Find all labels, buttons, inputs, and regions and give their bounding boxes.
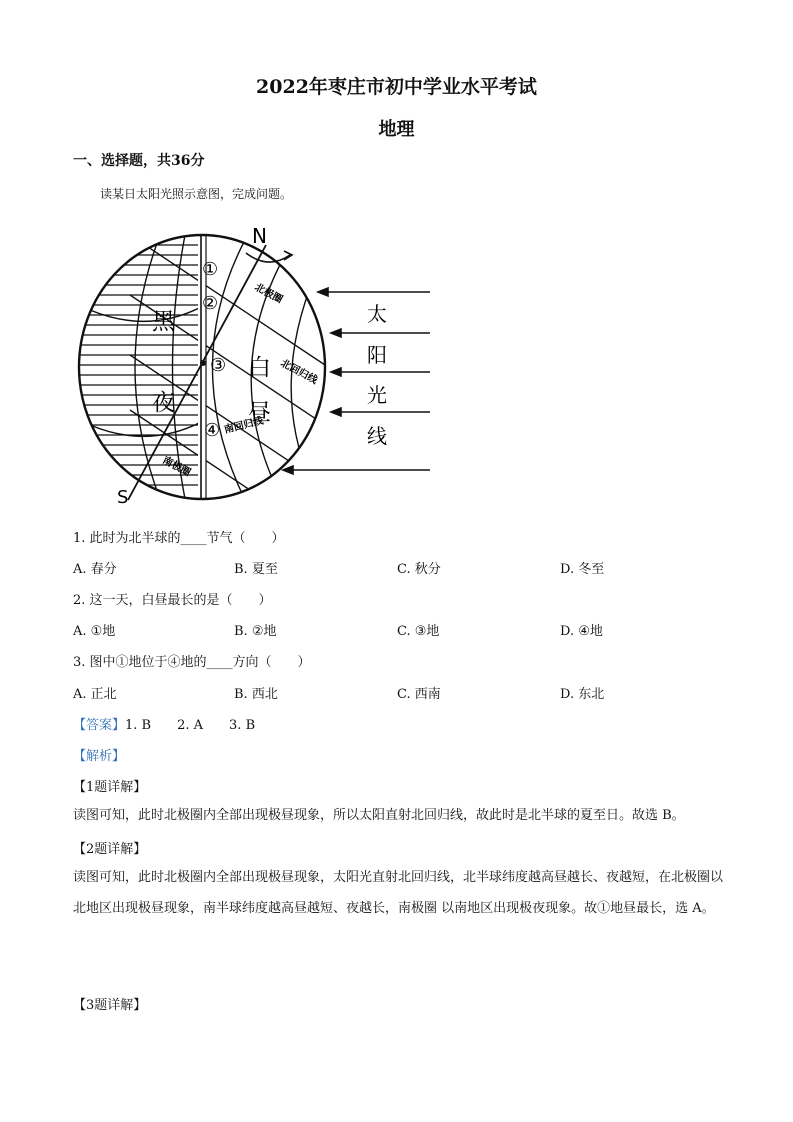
q2-option-c: C. ③地 <box>397 624 440 639</box>
south-label: S <box>117 487 129 508</box>
tropic-cancer-label: 北回归线 <box>278 357 320 387</box>
question-intro: 读某日太阳光照示意图，完成问题。 <box>100 187 293 201</box>
subject-title: 地理 <box>378 119 415 140</box>
answer-label: 【答案】 <box>73 718 126 733</box>
antarctic-circle-label: 南极圈 <box>160 454 193 479</box>
arctic-circle-label: 北极圈 <box>252 281 285 306</box>
page-title: 2022年枣庄市初中学业水平考试 <box>256 76 537 98</box>
q2-option-b: B. ②地 <box>234 624 277 639</box>
q1-option-b: B. 夏至 <box>234 562 278 577</box>
sunlight-char-4: 线 <box>367 424 387 448</box>
night-char-2: 夜 <box>152 390 175 416</box>
point-3-dot <box>200 360 206 366</box>
detail-2-text: 读图可知，此时北极圈内全部出现极昼现象，太阳光直射北回归线，北半球纬度越高昼越长、夜越短，在北极圈以北地区出现极昼现象，南半球纬度越高昼越短、夜越长，南极圈 以南地区出现极夜现象。故①地昼最长，选 A。 <box>73 870 724 916</box>
day-char-2: 昼 <box>248 400 271 426</box>
sunlight-char-3: 光 <box>367 383 387 407</box>
question-2-stem: 2. 这一天，白昼最长的是（ ） <box>73 593 272 608</box>
detail-1-text: 读图可知，此时北极圈内全部出现极昼现象，所以太阳直射北回归线，故此时是北半球的夏至日。故选 B。 <box>73 808 685 823</box>
answer-values: 1. B 2. A 3. B <box>125 718 256 733</box>
q3-option-c: C. 西南 <box>397 687 441 702</box>
analysis-label: 【解析】 <box>73 749 126 764</box>
detail-3-heading: 【3题详解】 <box>73 998 147 1013</box>
detail-2-heading: 【2题详解】 <box>73 842 147 857</box>
q2-option-a: A. ①地 <box>73 624 116 639</box>
q3-option-d: D. 东北 <box>560 687 605 702</box>
north-label: N <box>252 224 267 248</box>
section-heading: 一、选择题，共36分 <box>73 153 205 169</box>
question-3-stem: 3. 图中①地位于④地的____方向（ ） <box>73 655 311 670</box>
detail-1-heading: 【1题详解】 <box>73 780 147 795</box>
point-4-label: ④ <box>204 420 221 441</box>
sunlight-diagram <box>70 215 440 510</box>
q3-option-b: B. 西北 <box>234 687 278 702</box>
answer-line <box>73 714 255 733</box>
point-1-label: ① <box>202 259 219 280</box>
q1-option-a: A. 春分 <box>73 562 117 577</box>
point-3-label: ③ <box>210 355 227 376</box>
day-char-1: 白 <box>248 355 271 381</box>
point-2-label: ② <box>202 293 219 314</box>
q3-option-a: A. 正北 <box>73 687 117 702</box>
tropic-capricorn-label: 南回归线 <box>223 415 265 436</box>
q2-option-d: D. ④地 <box>560 624 603 639</box>
q1-option-d: D. 冬至 <box>560 562 605 577</box>
sunlight-char-2: 阳 <box>367 343 387 367</box>
q1-option-c: C. 秋分 <box>397 562 441 577</box>
night-char-1: 黑 <box>152 309 175 335</box>
sunlight-char-1: 太 <box>367 302 387 326</box>
question-1-stem: 1. 此时为北半球的____节气（ ） <box>73 531 285 546</box>
